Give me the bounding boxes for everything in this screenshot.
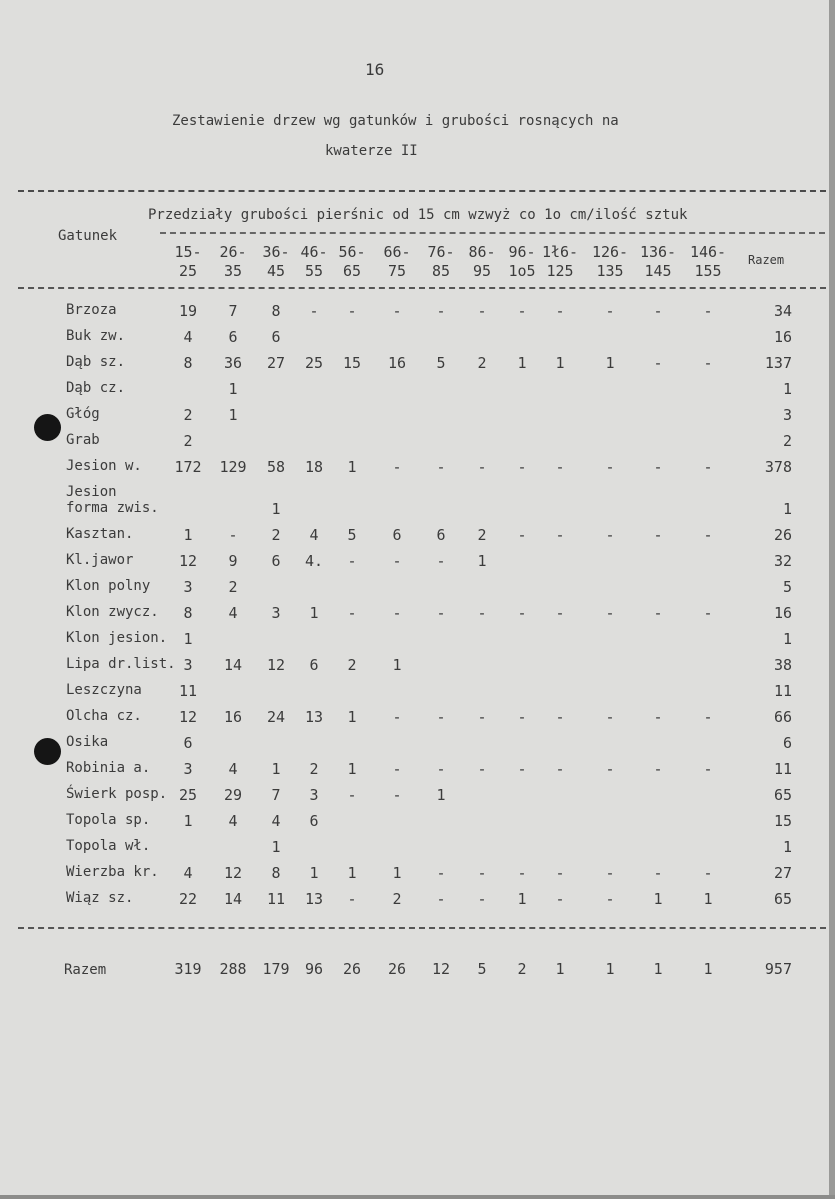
species-column-header: Gatunek	[58, 228, 118, 244]
count-cell: -	[555, 526, 565, 544]
count-cell: 4	[309, 526, 319, 544]
count-cell: -	[517, 526, 527, 544]
count-cell: -	[605, 864, 615, 882]
count-cell: -	[605, 708, 615, 726]
count-cell: 58	[266, 458, 286, 476]
row-total: 26	[773, 526, 792, 544]
count-cell: 16	[223, 708, 243, 726]
count-cell: 16	[387, 354, 407, 372]
count-cell: 1	[392, 656, 402, 674]
count-cell: 7	[228, 302, 238, 320]
count-cell: -	[436, 604, 446, 622]
count-cell: 2	[392, 890, 402, 908]
count-cell: 29	[223, 786, 243, 804]
count-cell: 2	[183, 432, 193, 450]
diameter-column-to: 45	[266, 262, 286, 280]
count-cell: 18	[304, 458, 324, 476]
count-cell: 1	[228, 406, 238, 424]
species-name: Kasztan.	[66, 526, 134, 542]
count-cell: 3	[183, 578, 193, 596]
count-cell: 3	[183, 656, 193, 674]
count-cell: 3	[309, 786, 319, 804]
diameter-column-from: 126-	[591, 243, 629, 261]
diameter-column-to: 35	[223, 262, 243, 280]
diameter-column-6	[373, 243, 421, 281]
row-total: 1	[782, 380, 792, 398]
count-cell: -	[703, 526, 713, 544]
count-cell: 12	[178, 708, 198, 726]
count-cell: 5	[347, 526, 357, 544]
count-cell: 27	[266, 354, 286, 372]
species-name: Klon polny	[66, 578, 151, 594]
column-total-cell: 5	[477, 960, 487, 978]
count-cell: -	[309, 302, 319, 320]
page-edge-shadow	[829, 0, 835, 1199]
count-cell: -	[436, 864, 446, 882]
count-cell: -	[347, 604, 357, 622]
count-cell: -	[703, 354, 713, 372]
count-cell: 1	[517, 890, 527, 908]
column-total-cell: 288	[219, 960, 247, 978]
count-cell: -	[605, 302, 615, 320]
count-cell: -	[477, 708, 487, 726]
count-cell: 2	[228, 578, 238, 596]
count-cell: 1	[555, 354, 565, 372]
count-cell: 1	[183, 526, 193, 544]
count-cell: 6	[309, 656, 319, 674]
count-cell: 9	[228, 552, 238, 570]
row-total: 6	[782, 734, 792, 752]
count-cell: -	[555, 760, 565, 778]
count-cell: 4.	[304, 552, 324, 570]
diameter-column-from: 46-	[300, 243, 328, 261]
count-cell: 2	[347, 656, 357, 674]
count-cell: 4	[228, 812, 238, 830]
diameter-column-5	[328, 243, 376, 281]
column-total-cell: 1	[703, 960, 713, 978]
row-total: 3	[782, 406, 792, 424]
count-cell: 6	[309, 812, 319, 830]
count-cell: -	[605, 760, 615, 778]
row-total: 137	[764, 354, 792, 372]
row-total: 15	[773, 812, 792, 830]
count-cell: -	[517, 708, 527, 726]
count-cell: 1	[703, 890, 713, 908]
count-cell: 1	[309, 604, 319, 622]
diameter-column-to: 1o5	[508, 262, 536, 280]
species-name: Jesion	[66, 484, 117, 500]
count-cell: 172	[174, 458, 202, 476]
count-cell: 12	[178, 552, 198, 570]
count-cell: -	[228, 526, 238, 544]
count-cell: 6	[392, 526, 402, 544]
page-bottom-edge	[0, 1195, 835, 1199]
count-cell: -	[703, 864, 713, 882]
count-cell: -	[703, 708, 713, 726]
row-total: 65	[773, 890, 792, 908]
count-cell: -	[555, 302, 565, 320]
row-total: 66	[773, 708, 792, 726]
count-cell: -	[653, 354, 663, 372]
count-cell: -	[477, 458, 487, 476]
diameter-column-11	[586, 243, 634, 281]
count-cell: 129	[219, 458, 247, 476]
count-cell: 4	[228, 760, 238, 778]
count-cell: 1	[271, 500, 281, 518]
diameter-column-from: 15-	[174, 243, 202, 261]
page-number: 16	[365, 60, 385, 79]
count-cell: -	[436, 458, 446, 476]
row-total: 1	[782, 838, 792, 856]
punch-hole-bottom	[34, 738, 61, 765]
count-cell: -	[477, 604, 487, 622]
count-cell: -	[347, 552, 357, 570]
diameter-column-to: 85	[431, 262, 451, 280]
species-name: forma zwis.	[66, 500, 159, 516]
count-cell: 3	[183, 760, 193, 778]
species-name: Dąb cz.	[66, 380, 126, 396]
count-cell: 1	[392, 864, 402, 882]
row-total: 16	[773, 328, 792, 346]
count-cell: 1	[347, 458, 357, 476]
count-cell: -	[392, 760, 402, 778]
count-cell: 4	[183, 328, 193, 346]
count-cell: -	[517, 458, 527, 476]
count-cell: 6	[436, 526, 446, 544]
diameter-column-to: 55	[304, 262, 324, 280]
grand-total: 957	[764, 960, 792, 978]
count-cell: 2	[477, 526, 487, 544]
diameter-column-to: 135	[596, 262, 624, 280]
punch-hole-top	[34, 414, 61, 441]
species-name: Grab	[66, 432, 100, 448]
count-cell: 6	[228, 328, 238, 346]
count-cell: 19	[178, 302, 198, 320]
species-name: Klon jesion.	[66, 630, 168, 646]
diameter-column-from: 86-	[468, 243, 496, 261]
diameter-column-2	[209, 243, 257, 281]
count-cell: 13	[304, 890, 324, 908]
count-cell: -	[477, 864, 487, 882]
diameter-column-from: 96-	[508, 243, 536, 261]
species-name: Dąb sz.	[66, 354, 126, 370]
count-cell: -	[436, 760, 446, 778]
count-cell: -	[555, 604, 565, 622]
count-cell: -	[555, 458, 565, 476]
diameter-column-from: 26-	[219, 243, 247, 261]
count-cell: 1	[183, 812, 193, 830]
diameter-column-to: 95	[472, 262, 492, 280]
count-cell: -	[653, 302, 663, 320]
count-cell: -	[477, 302, 487, 320]
count-cell: -	[605, 604, 615, 622]
species-name: Kl.jawor	[66, 552, 134, 568]
count-cell: 1	[228, 380, 238, 398]
count-cell: -	[436, 708, 446, 726]
count-cell: 22	[178, 890, 198, 908]
count-cell: 1	[347, 760, 357, 778]
count-cell: -	[703, 604, 713, 622]
diameter-column-from: 66-	[383, 243, 411, 261]
species-name: Wierzba kr.	[66, 864, 159, 880]
row-total: 65	[773, 786, 792, 804]
column-total-cell: 26	[387, 960, 407, 978]
diameter-column-to: 145	[644, 262, 672, 280]
count-cell: 1	[517, 354, 527, 372]
species-name: Wiąz sz.	[66, 890, 134, 906]
count-cell: -	[555, 890, 565, 908]
diameter-column-from: 76-	[427, 243, 455, 261]
count-cell: 1	[347, 864, 357, 882]
column-total-cell: 26	[342, 960, 362, 978]
count-cell: -	[392, 708, 402, 726]
header-sub-rule	[160, 232, 825, 234]
count-cell: 1	[309, 864, 319, 882]
count-cell: 1	[183, 630, 193, 648]
species-name: Robinia a.	[66, 760, 151, 776]
count-cell: 2	[271, 526, 281, 544]
row-total: 2	[782, 432, 792, 450]
count-cell: -	[653, 864, 663, 882]
count-cell: 15	[342, 354, 362, 372]
count-cell: 11	[178, 682, 198, 700]
species-name: Olcha cz.	[66, 708, 142, 724]
count-cell: 14	[223, 890, 243, 908]
count-cell: -	[392, 604, 402, 622]
table-top-rule	[18, 190, 826, 192]
diameter-column-to: 25	[178, 262, 198, 280]
count-cell: -	[477, 890, 487, 908]
diameter-column-from: 146-	[689, 243, 727, 261]
count-cell: -	[477, 760, 487, 778]
count-cell: -	[347, 890, 357, 908]
document-title-line-2: kwaterze II	[325, 143, 418, 159]
count-cell: -	[605, 890, 615, 908]
diameter-column-to: 75	[387, 262, 407, 280]
diameter-range-header: Przedziały grubości pierśnic od 15 cm wzwyż co 1o cm/ilość sztuk	[148, 207, 688, 223]
diameter-column-to: 65	[342, 262, 362, 280]
count-cell: -	[605, 526, 615, 544]
count-cell: 12	[266, 656, 286, 674]
count-cell: -	[517, 760, 527, 778]
count-cell: 25	[178, 786, 198, 804]
row-total: 34	[773, 302, 792, 320]
count-cell: 3	[271, 604, 281, 622]
count-cell: 1	[477, 552, 487, 570]
count-cell: -	[555, 864, 565, 882]
count-cell: -	[653, 458, 663, 476]
header-bottom-rule	[18, 287, 826, 289]
count-cell: 2	[183, 406, 193, 424]
count-cell: -	[605, 458, 615, 476]
species-name: Topola wł.	[66, 838, 151, 854]
count-cell: 1	[347, 708, 357, 726]
column-total-cell: 96	[304, 960, 324, 978]
count-cell: 1	[271, 838, 281, 856]
species-name: Lipa dr.list.	[66, 656, 176, 672]
count-cell: 12	[223, 864, 243, 882]
count-cell: 8	[271, 864, 281, 882]
count-cell: 6	[271, 552, 281, 570]
diameter-column-to: 155	[694, 262, 722, 280]
count-cell: 1	[436, 786, 446, 804]
count-cell: 6	[183, 734, 193, 752]
table-bottom-rule	[18, 927, 826, 929]
count-cell: -	[392, 786, 402, 804]
count-cell: 6	[271, 328, 281, 346]
count-cell: -	[392, 552, 402, 570]
diameter-column-12	[634, 243, 682, 281]
count-cell: -	[392, 458, 402, 476]
count-cell: 11	[266, 890, 286, 908]
species-name: Głóg	[66, 406, 100, 422]
count-cell: 1	[653, 890, 663, 908]
row-total: 1	[782, 630, 792, 648]
diameter-column-from: 1ł6-	[541, 243, 579, 261]
count-cell: 36	[223, 354, 243, 372]
diameter-column-from: 56-	[338, 243, 366, 261]
document-title-line-1: Zestawienie drzew wg gatunków i grubości rosnących na	[172, 113, 619, 129]
diameter-column-1	[164, 243, 212, 281]
diameter-column-to: 125	[546, 262, 574, 280]
column-total-cell: 1	[653, 960, 663, 978]
count-cell: -	[653, 708, 663, 726]
column-total-cell: 2	[517, 960, 527, 978]
species-name: Klon zwycz.	[66, 604, 159, 620]
total-column-header: Razem	[748, 253, 785, 267]
row-total: 378	[764, 458, 792, 476]
row-total: 38	[773, 656, 792, 674]
count-cell: 5	[436, 354, 446, 372]
species-name: Leszczyna	[66, 682, 142, 698]
count-cell: -	[392, 302, 402, 320]
count-cell: -	[653, 760, 663, 778]
diameter-column-13	[684, 243, 732, 281]
column-total-cell: 1	[555, 960, 565, 978]
count-cell: -	[517, 604, 527, 622]
count-cell: 2	[477, 354, 487, 372]
species-name: Topola sp.	[66, 812, 151, 828]
count-cell: -	[653, 604, 663, 622]
diameter-column-from: 36-	[262, 243, 290, 261]
count-cell: 24	[266, 708, 286, 726]
count-cell: 4	[183, 864, 193, 882]
row-total: 5	[782, 578, 792, 596]
count-cell: -	[703, 302, 713, 320]
row-total: 1	[782, 500, 792, 518]
row-total: 27	[773, 864, 792, 882]
count-cell: 8	[271, 302, 281, 320]
species-name: Świerk posp.	[66, 786, 168, 802]
species-name: Jesion w.	[66, 458, 142, 474]
count-cell: -	[555, 708, 565, 726]
count-cell: 4	[228, 604, 238, 622]
count-cell: -	[436, 890, 446, 908]
column-total-cell: 1	[605, 960, 615, 978]
diameter-column-10	[536, 243, 584, 281]
column-total-cell: 12	[431, 960, 451, 978]
species-name: Osika	[66, 734, 109, 750]
count-cell: 4	[271, 812, 281, 830]
total-row-label: Razem	[64, 962, 107, 978]
count-cell: 1	[271, 760, 281, 778]
count-cell: -	[347, 786, 357, 804]
column-total-cell: 319	[174, 960, 202, 978]
count-cell: -	[436, 552, 446, 570]
column-total-cell: 179	[262, 960, 290, 978]
diameter-column-from: 136-	[639, 243, 677, 261]
count-cell: -	[653, 526, 663, 544]
count-cell: -	[703, 760, 713, 778]
count-cell: -	[517, 864, 527, 882]
row-total: 11	[773, 760, 792, 778]
count-cell: -	[703, 458, 713, 476]
species-name: Buk zw.	[66, 328, 126, 344]
species-name: Brzoza	[66, 302, 117, 318]
count-cell: -	[436, 302, 446, 320]
count-cell: -	[347, 302, 357, 320]
count-cell: 13	[304, 708, 324, 726]
count-cell: 25	[304, 354, 324, 372]
row-total: 16	[773, 604, 792, 622]
count-cell: 8	[183, 604, 193, 622]
count-cell: -	[517, 302, 527, 320]
row-total: 32	[773, 552, 792, 570]
count-cell: 1	[605, 354, 615, 372]
count-cell: 8	[183, 354, 193, 372]
row-total: 11	[773, 682, 792, 700]
count-cell: 14	[223, 656, 243, 674]
count-cell: 2	[309, 760, 319, 778]
count-cell: 7	[271, 786, 281, 804]
